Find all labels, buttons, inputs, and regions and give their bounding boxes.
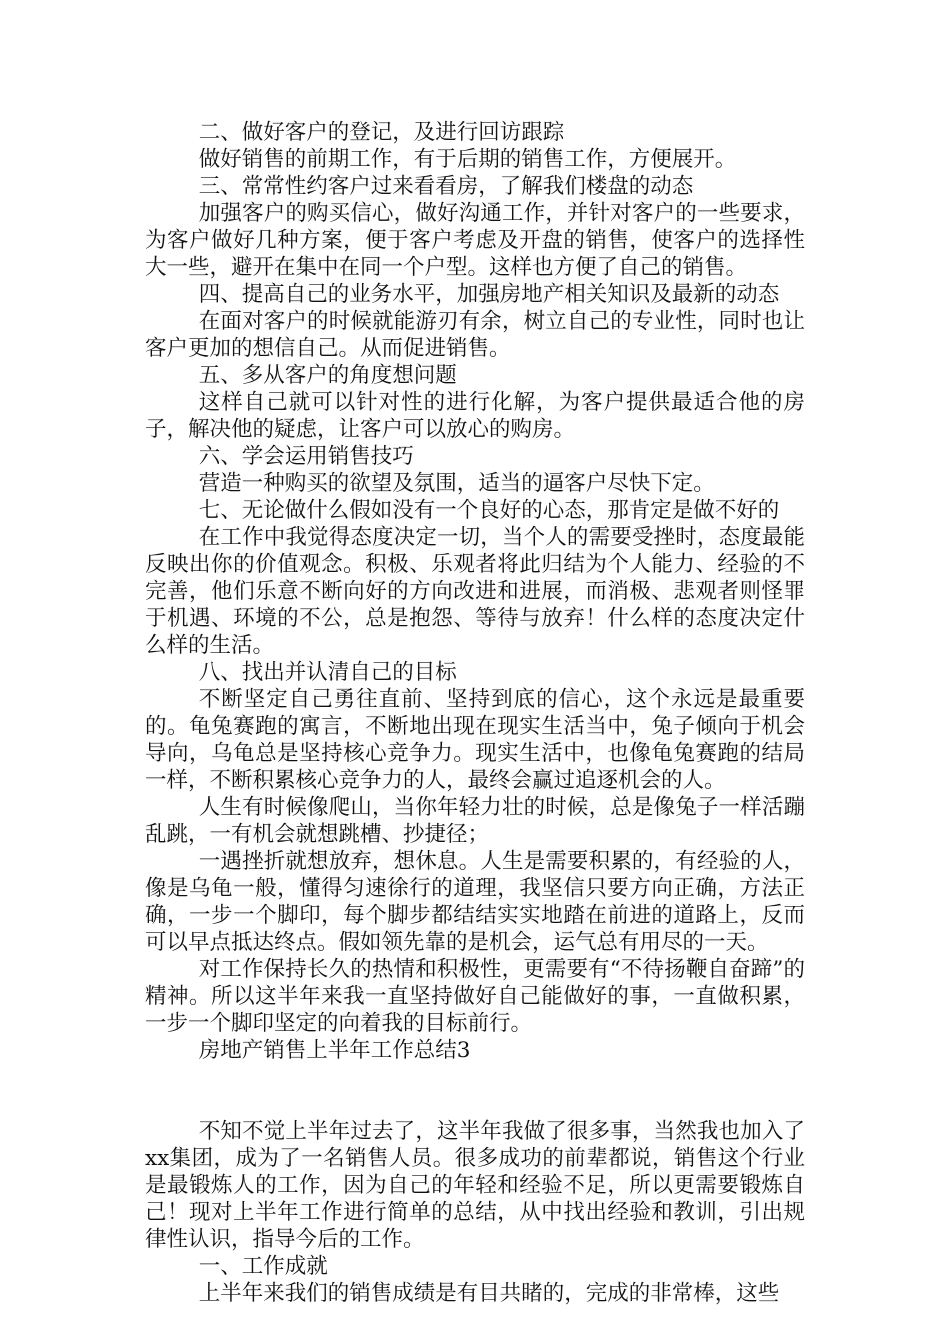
section-heading-3: 三、常常性约客户过来看看房，了解我们楼盘的动态 — [198, 174, 694, 199]
paragraph: 做好销售的前期工作，有于后期的销售工作，方便展开。 — [198, 147, 737, 172]
section-heading-8: 八、找出并认清自己的目标 — [198, 660, 457, 685]
paragraph: 在工作中我觉得态度决定一切，当个人的需要受挫时，态度最能反映出你的价值观念。积极、乐观者将此归结为个人能力、经验的不完善，他们乐意不断向好的方向改进和进展，而消极、悲观者则怪罪于机遇、环境的不公，总是抱怨、等待与放弃！什么样的态度决定什么样的生活。 — [145, 525, 805, 658]
section-heading-6: 六、学会运用销售技巧 — [198, 444, 414, 469]
paragraph: 不断坚定自己勇往直前、坚持到底的信心，这个永远是最重要的。龟兔赛跑的寓言，不断地出现在现实生活当中，兔子倾向于机会导向，乌龟总是坚持核心竞争力。现实生活中，也像龟兔赛跑的结局一样，不断积累核心竞争力的人，最终会赢过追逐机会的人。 — [145, 687, 805, 793]
section-heading-2: 二、做好客户的登记，及进行回访跟踪 — [198, 120, 565, 145]
section-heading-1: 一、工作成就 — [198, 1254, 328, 1279]
paragraph: 一遇挫折就想放弃，想休息。人生是需要积累的，有经验的人，像是乌龟一般，懂得匀速徐行的道理，我坚信只要方向正确，方法正确，一步一个脚印，每个脚步都结结实实地踏在前进的道路上，反而可以早点抵达终点。假如领先靠的是机会，运气总有用尽的一天。 — [145, 849, 805, 955]
paragraph: 不知不觉上半年过去了，这半年我做了很多事，当然我也加入了xx集团，成为了一名销售人员。很多成功的前辈都说，销售这个行业是最锻炼人的工作，因为自己的年轻和经验不足，所以更需要锻炼自己！现对上半年工作进行简单的总结，从中找出经验和教训，引出规律性认识，指导今后的工作。 — [145, 1119, 805, 1252]
paragraph: 人生有时候像爬山，当你年轻力壮的时候，总是像兔子一样活蹦乱跳，一有机会就想跳槽、抄捷径； — [145, 795, 805, 847]
paragraph: 对工作保持长久的热情和积极性，更需要有“不待扬鞭自奋蹄”的精神。所以这半年来我一直坚持做好自己能做好的事，一直做积累，一步一个脚印坚定的向着我的目标前行。 — [145, 957, 805, 1036]
paragraph: 营造一种购买的欲望及氛围，适当的逼客户尽快下定。 — [198, 471, 715, 496]
section-heading-7: 七、无论做什么假如没有一个良好的心态，那肯定是做不好的 — [198, 498, 780, 523]
paragraph: 上半年来我们的销售成绩是有目共睹的，完成的非常棒，这些 — [198, 1281, 780, 1306]
paragraph: 这样自己就可以针对性的进行化解，为客户提供最适合他的房子，解决他的疑虑，让客户可以放心的购房。 — [145, 390, 805, 442]
section-heading-5: 五、多从客户的角度想问题 — [198, 363, 457, 388]
paragraph: 加强客户的购买信心，做好沟通工作，并针对客户的一些要求，为客户做好几种方案，便于客户考虑及开盘的销售，使客户的选择性大一些，避开在集中在同一个户型。这样也方便了自己的销售。 — [145, 201, 805, 280]
document-subtitle: 房地产销售上半年工作总结3 — [198, 1038, 471, 1063]
paragraph: 在面对客户的时候就能游刃有余，树立自己的专业性，同时也让客户更加的想信自己。从而促进销售。 — [145, 309, 805, 361]
section-heading-4: 四、提高自己的业务水平，加强房地产相关知识及最新的动态 — [198, 282, 780, 307]
document-body — [145, 119, 805, 1307]
